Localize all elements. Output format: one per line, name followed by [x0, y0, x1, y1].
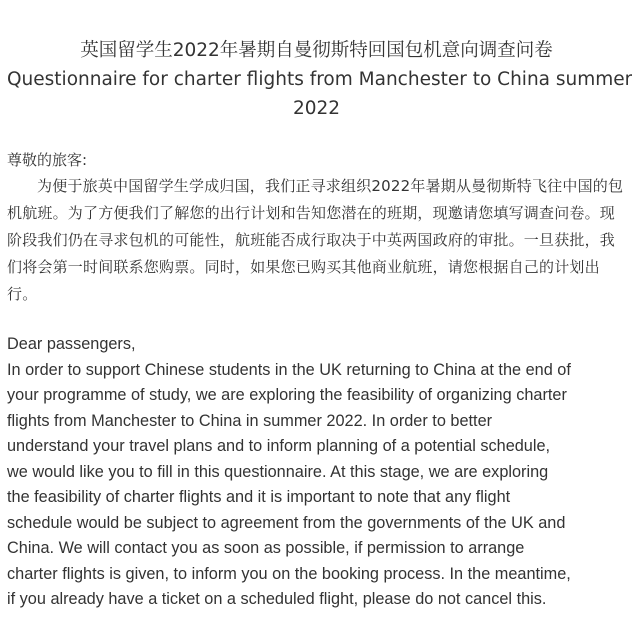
title-chinese: 英国留学生2022年暑期自曼彻斯特回国包机意向调查问卷: [80, 40, 553, 61]
english-intro-line: the feasibility of charter flights and it is important to note that any flight: [7, 488, 511, 506]
english-intro-line: schedule would be subject to agreement from the governments of the UK and: [7, 513, 566, 532]
english-intro-line: charter flights is given, to inform you on the booking process. In the meantime,: [7, 564, 571, 583]
english-intro-line: flights from Manchester to China in summer 2022. In order to better: [7, 411, 493, 430]
chinese-salutation: 尊敬的旅客:: [7, 151, 88, 169]
title-english-line-1: Questionnaire for charter flights from Manchester to China summer: [7, 69, 632, 90]
english-salutation: Dear passengers,: [7, 335, 136, 353]
title-english-line-2: 2022: [292, 98, 341, 119]
english-intro-paragraph: [7, 358, 626, 613]
questionnaire-title: [7, 36, 632, 123]
english-intro-line: China. We will contact you as soon as possible, if permission to arrange: [7, 539, 525, 557]
chinese-intro-paragraph: 为便于旅英中国留学生学成归国，我们正寻求组织2022年暑期从曼彻斯特飞往中国的包机航班。为了方便我们了解您的出行计划和告知您潜在的班期，现邀请您填写调查问卷。现阶段我们仍在寻求包机的可能性，航班能否成行取决于中英两国政府的审批。一旦获批，我们将会第一时间联系您购票。同时，如果您已购买其他商业航班，请您根据自己的计划出行。: [7, 177, 624, 303]
english-intro-line: understand your travel plans and to inform planning of a potential schedule,: [7, 437, 551, 455]
english-intro-line: In order to support Chinese students in the UK returning to China at the end of: [7, 360, 571, 379]
english-intro-line: if you already have a ticket on a scheduled flight, please do not cancel this.: [7, 590, 547, 608]
english-intro-line: we would like you to fill in this questionnaire. At this stage, we are exploring: [7, 462, 549, 481]
english-intro-line: your programme of study, we are exploring the feasibility of organizing charter: [7, 386, 567, 404]
